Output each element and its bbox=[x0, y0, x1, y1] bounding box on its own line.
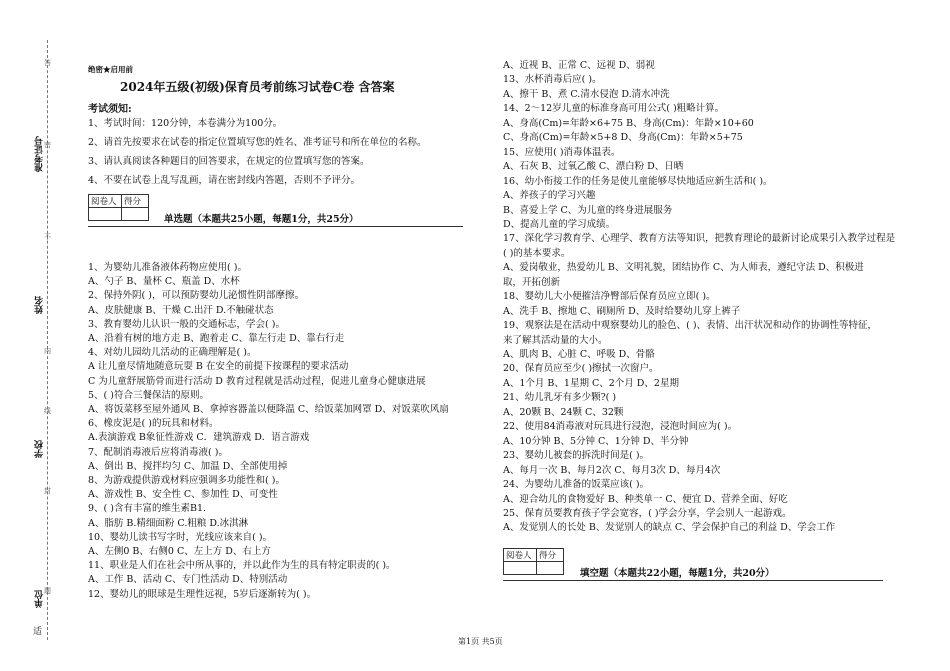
side-label-exam-number: 准考证号 bbox=[35, 136, 45, 172]
question-line: 取，开拓创新 bbox=[503, 276, 561, 288]
question-line: A、发觉别人的长处 B、发觉别人的缺点 C、学会保护自己的利益 D、学会工作 bbox=[503, 522, 836, 534]
question-line: A、爱岗敬业，热爱幼儿 B、文明礼貌，团结协作 C、为人师表，遵纪守法 D、积极进 bbox=[503, 262, 864, 274]
question-line: 15、应使用( )消毒体温表。 bbox=[503, 146, 621, 158]
page-number: 第1页 共5页 bbox=[458, 637, 503, 646]
seal-char: 封 bbox=[44, 487, 51, 495]
question-line: A、养孩子的学习兴趣 bbox=[503, 190, 596, 202]
question-line: D、提高儿童的学习成绩。 bbox=[503, 218, 616, 230]
question-line: 14、2～12岁儿童的标准身高可用公式( )粗略计算。 bbox=[503, 103, 725, 115]
section-title-fill-blank: 填空题（本题共22小题，每题1分，共20分） bbox=[580, 568, 775, 579]
notice-item: 1、考试时间：120分钟，本卷满分为100分。 bbox=[88, 118, 283, 129]
question-line: A.表演游戏 B象征性游戏 C．建筑游戏 D．语言游戏 bbox=[88, 432, 310, 444]
question-line: 18、婴幼儿大小便摧洁净臀部后保育员应立即( )。 bbox=[503, 291, 716, 303]
question-line: 3、教育婴幼儿认识一般的交通标志，学会( )。 bbox=[88, 318, 285, 330]
score-box bbox=[503, 548, 564, 575]
question-line: A、游戏性 B、安全性 C、参加性 D、可变性 bbox=[88, 489, 278, 501]
question-line: A、20颗 B、24颗 C、32颗 bbox=[503, 406, 624, 418]
score-label: 得分 bbox=[537, 549, 564, 562]
question-line: 21、幼儿乳牙有多少颗?( ) bbox=[503, 392, 617, 404]
question-line: A、洗手 B、擦地 C、刷厕所 D、及时给婴幼儿穿上裤子 bbox=[503, 305, 741, 317]
question-line: 6、橡皮泥是( )的玩具和材料。 bbox=[88, 418, 219, 430]
question-line: 24、为婴幼儿准备的饭菜应该( )。 bbox=[503, 479, 650, 491]
question-line: A、勺子 B、量杯 C、瓶盖 D、水杯 bbox=[88, 276, 240, 288]
section-divider bbox=[88, 226, 463, 227]
grader-cell bbox=[504, 562, 537, 575]
question-line: 2、保持外阴( )，可以预防婴幼儿泌惯性阴部摩擦。 bbox=[88, 290, 304, 302]
question-line: A、脂肪 B.精细面粉 C.粗粮 D.冰淇淋 bbox=[88, 517, 249, 529]
score-cell bbox=[122, 208, 149, 221]
question-line: C 为儿童舒展筋骨而进行活动 D 教育过程就是活动过程，促进儿童身心健康进展 bbox=[88, 375, 426, 387]
notice-item: 2、请首先按要求在试卷的指定位置填写您的姓名、准考证号和所在单位的名称。 bbox=[88, 137, 427, 148]
question-line: 11、职业是人们在社会中所从事的，并以此作为生的具有特定职责的( )。 bbox=[88, 560, 396, 572]
grader-label: 阅卷人 bbox=[89, 195, 122, 208]
question-line: A、沿着有树的地方走 B、跑着走 C、靠左行走 D、靠右行走 bbox=[88, 333, 345, 344]
question-line: A、1个月 B、1星期 C、2个月 D、2星期 bbox=[503, 377, 679, 389]
score-box bbox=[88, 194, 149, 221]
question-line: 20、保育员应至少( )擦拭一次窗户。 bbox=[503, 363, 659, 375]
question-line: A、每月一次 B、每月2次 C、每月3次 D、每月4次 bbox=[503, 464, 721, 476]
question-line: A、身高(Cm)=年龄×6+75 B、身高(Cm)：年龄×10+60 bbox=[503, 117, 754, 129]
question-line: 16、幼小衔接工作的任务是使儿童能够尽快地适应新生活和( )。 bbox=[503, 175, 773, 187]
question-line: A、将饭菜移至屋外通风 B、拿掉容器盖以便降温 C、给饭菜加网罩 D、对饭菜吹风扇 bbox=[88, 404, 449, 415]
question-line: 12、婴幼儿的眼球是生理性远视，5岁后逐渐转为( )。 bbox=[88, 588, 317, 600]
question-line: A、10分钟 B、5分钟 C、1分钟 D、半分钟 bbox=[503, 435, 689, 447]
side-label-unit: 单位 bbox=[35, 590, 45, 608]
notice-item: 3、请认真阅读各种题目的回答要求，在规定的位置填写您的答案。 bbox=[88, 156, 370, 167]
grader-label: 阅卷人 bbox=[504, 549, 537, 562]
question-line: 1、为婴幼儿准备液体药物应使用( )。 bbox=[88, 262, 247, 273]
question-line: 10、婴幼儿读书写字时，光线应该来自( )。 bbox=[88, 531, 273, 543]
score-cell bbox=[537, 562, 564, 575]
question-line: 4、对幼儿园幼儿活动的正确理解是( )。 bbox=[88, 347, 257, 359]
seal-char: 答 bbox=[44, 59, 51, 67]
seal-char: 内 bbox=[44, 347, 51, 355]
seal-char: 密 bbox=[44, 141, 51, 149]
score-label: 得分 bbox=[122, 195, 149, 208]
question-line: A、肌肉 B、心脏 C、呼吸 D、骨骼 bbox=[503, 349, 655, 360]
seal-line bbox=[47, 40, 48, 640]
question-line: A、石灰 B、过氧乙酸 C、漂白粉 D、日晒 bbox=[503, 161, 684, 173]
question-line: A、近视 B、正常 C、远视 D、弱视 bbox=[503, 60, 655, 71]
side-bottom-text: 适 bbox=[33, 627, 43, 637]
question-line: 25、保育员要教育孩子学会宽容，( )学会分享，学会别人一起游戏。 bbox=[503, 507, 792, 519]
notice-item: 4、不要在试卷上乱写乱画，请在密封线内答题，否则不予评分。 bbox=[88, 175, 361, 186]
section-title-single-choice: 单选题（本题共25小题，每题1分，共25分） bbox=[164, 214, 359, 225]
question-line: A、擦干 B、煮 C.清水侵泡 D.清水冲洗 bbox=[503, 88, 670, 100]
notice-heading: 考试须知: bbox=[88, 104, 132, 115]
question-line: 7、配制消毒液后应将消毒液( )。 bbox=[88, 446, 228, 458]
question-line: ( )的基本要求。 bbox=[503, 247, 571, 259]
question-line: 19、观察法是在活动中观察婴幼儿的脸色、( )、表情、出汗状况和动作的协调性等特征， bbox=[503, 320, 878, 332]
question-line: 8、为游戏提供游戏材料应强调多功能性和( )。 bbox=[88, 475, 285, 486]
grader-cell bbox=[89, 208, 122, 221]
question-line: A、倒出 B、搅拌均匀 C、加温 D、全部使用掉 bbox=[88, 460, 288, 472]
question-line: A 让儿童尽情地随意玩耍 B 在安全的前提下按课程的要求活动 bbox=[88, 361, 349, 373]
seal-char: 不 bbox=[44, 233, 51, 241]
seal-char: 线 bbox=[44, 407, 51, 415]
question-line: B、喜爱上学 C、为儿童的终身进展服务 bbox=[503, 204, 673, 216]
secret-mark: 绝密★启用前 bbox=[88, 65, 133, 74]
question-line: A、皮肤健康 B、干燥 C.出汗 D.不触碰状态 bbox=[88, 304, 274, 316]
question-line: 17、深化学习教育学、心理学、教育方法等知识，把教育理论的最新讨论成果引入教学过程是 bbox=[503, 233, 896, 245]
question-line: 5、( )符合三餐保洁的原则。 bbox=[88, 389, 209, 401]
seal-char: 题 bbox=[44, 587, 51, 595]
page-title: 2024年五级(初级)保育员考前练习试卷C卷 含答案 bbox=[120, 80, 395, 94]
section-divider bbox=[503, 580, 883, 581]
side-label-name: 姓名 bbox=[35, 296, 45, 314]
question-line: 13、水杯消毒后应( )。 bbox=[503, 74, 602, 86]
question-line: 9、( )含有丰富的维生素B1. bbox=[88, 503, 207, 515]
question-line: 来了解其活动量的大小。 bbox=[503, 334, 608, 346]
question-line: A、迎合幼儿的食物爱好 B、种类单一 C、便宜 D、营养全面、好吃 bbox=[503, 493, 788, 505]
question-line: 23、婴幼儿被套的拆洗时间是( )。 bbox=[503, 450, 650, 462]
question-line: 22、使用84消毒液对玩具进行浸泡，浸泡时间应为( )。 bbox=[503, 421, 738, 433]
question-line: C、身高(Cm)=年龄×5+8 D、身高(Cm)：年龄×5+75 bbox=[503, 132, 743, 144]
side-label-school: 学校 bbox=[35, 440, 45, 458]
question-line: A、左侧0 B、右侧0 C、左上方 D、右上方 bbox=[88, 546, 271, 557]
question-line: A、工作 B、活动 C、专门性活动 D、特别活动 bbox=[88, 574, 288, 586]
